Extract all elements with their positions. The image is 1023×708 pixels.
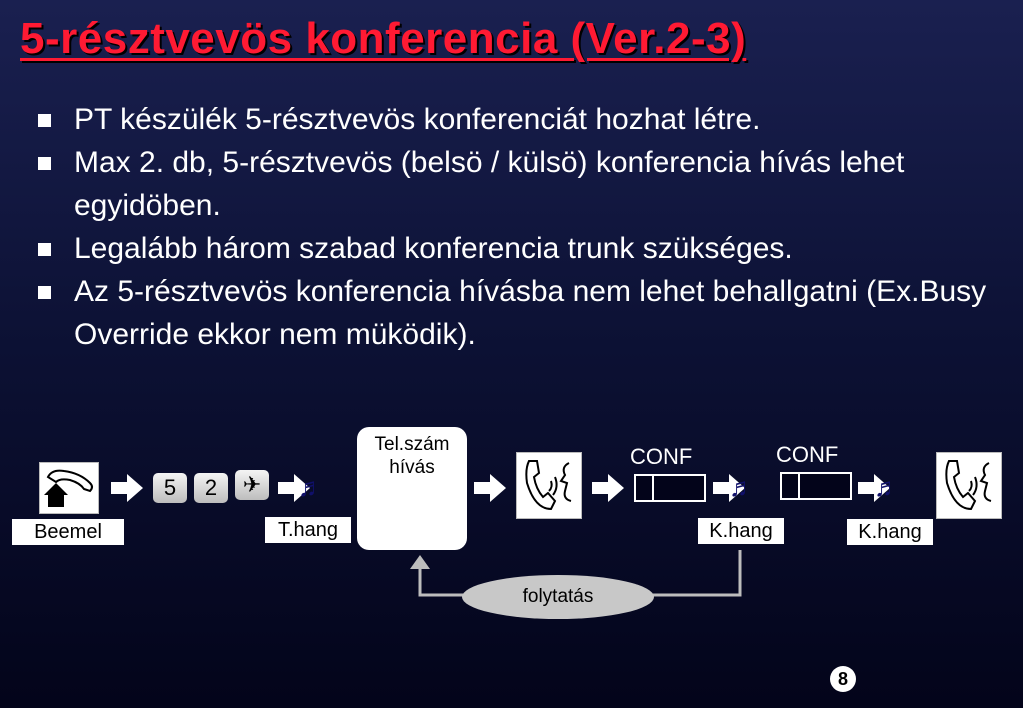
arrow-right-icon	[111, 474, 143, 502]
conf-label: CONF	[776, 442, 839, 467]
music-note-icon: ♬	[298, 472, 324, 502]
bullet-item: Max 2. db, 5-résztvevös (belsö / külsö) konferencia hívás lehet egyidöben.	[38, 141, 998, 227]
slide-title: 5-résztvevös konferencia (Ver.2-3)	[20, 14, 747, 63]
music-note-icon: ♬	[874, 472, 900, 502]
talking-phone-icon	[516, 452, 582, 519]
call-box-line: Tel.szám	[374, 434, 450, 455]
bullet-list	[38, 98, 998, 356]
tone-label: T.hang	[265, 517, 351, 543]
conf-label: CONF	[630, 444, 693, 469]
key-2: 2	[194, 473, 228, 503]
bullet-item: Legalább három szabad konferencia trunk szükséges.	[38, 227, 998, 270]
offhook-label: Beemel	[12, 519, 124, 545]
call-box-line: hívás	[389, 457, 435, 478]
conf-button-icon	[634, 474, 706, 502]
continue-label: folytatás	[462, 575, 654, 619]
conf-button-icon	[780, 472, 852, 500]
bullet-item: Az 5-résztvevös konferencia hívásba nem lehet behallgatni (Ex.Busy Override ekkor nem müködik).	[38, 270, 998, 356]
k-tone-label: K.hang	[698, 518, 784, 544]
page-number: 8	[830, 666, 856, 692]
k-tone-label: K.hang	[847, 519, 933, 545]
talking-phone-icon	[936, 452, 1002, 519]
call-number-box	[357, 427, 467, 550]
key-transfer: ✈	[235, 470, 269, 500]
handset-offhook-icon	[39, 462, 99, 514]
arrow-right-icon	[592, 474, 624, 502]
key-5: 5	[153, 473, 187, 503]
bullet-item: PT készülék 5-résztvevös konferenciát hozhat létre.	[38, 98, 998, 141]
arrow-right-icon	[474, 474, 506, 502]
music-note-icon: ♬	[729, 472, 755, 502]
